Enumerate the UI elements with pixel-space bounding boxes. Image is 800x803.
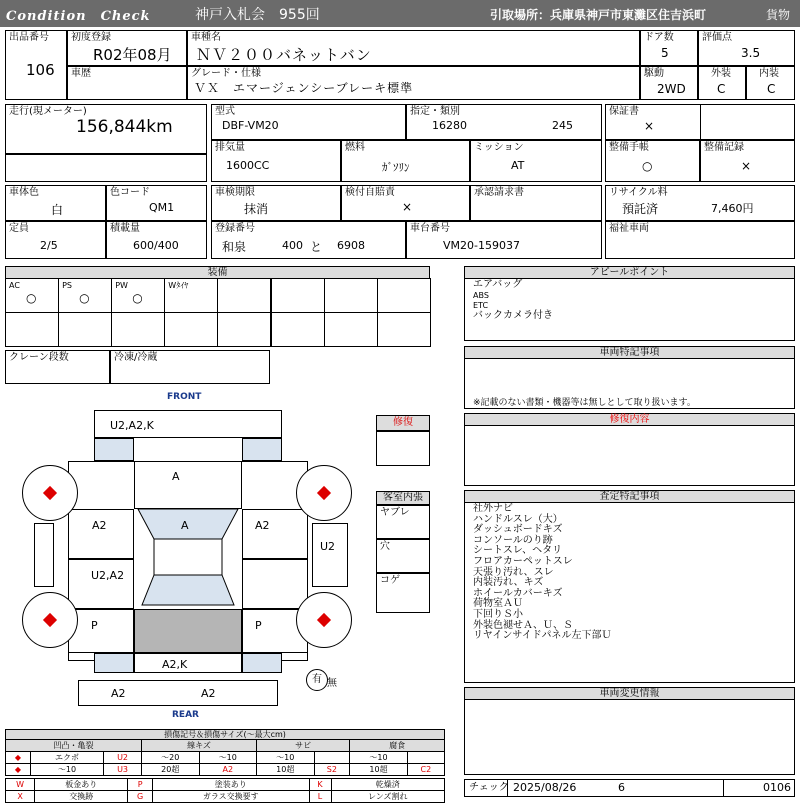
manual-cell [605,140,700,182]
front-right-corner [242,438,282,461]
plate-kana: と [310,240,323,254]
rear-right-corner [242,653,282,673]
legend-mark: ◆ [6,752,31,764]
interior-cell [746,66,795,100]
legend-r2-c7: 10超 [350,764,408,776]
legend-group-3: サビ [257,740,350,752]
chassis-label: 車台番号 [410,223,450,234]
spare-tire: 有 [306,669,328,691]
check-row [464,779,795,797]
assessment-line: ハンドルスレ（大） [473,513,563,525]
plate-label: 登録番号 [215,223,255,234]
record-value: × [741,159,752,173]
car-name-value: ＮＶ２００バネットバン [196,46,372,64]
equipment-value: ○ [26,291,37,305]
score-value: 3.5 [741,46,761,60]
front-left-corner [94,438,134,461]
roof-rear [134,609,242,653]
check-date: 2025/08/26 [513,781,577,794]
score-label: 評価点 [702,32,732,43]
code-x: X [6,791,35,803]
rear-door[interactable] [134,653,242,673]
form-title: Condition Check [6,9,151,24]
hood[interactable] [134,461,242,509]
doors-cell [640,30,698,66]
exterior-cell [698,66,746,100]
cabin-row-1 [376,505,430,539]
equipment-cell [217,278,271,313]
equipment-cell [5,312,59,347]
repair-title: 修復 [376,415,430,431]
equipment-label: PW [115,281,128,290]
manual-value: ○ [642,159,653,173]
assessment-line: シートスレ、ヘタリ [473,545,563,557]
color-code-value: QM1 [149,201,175,214]
fuel-value: ｶﾞｿﾘﾝ [382,161,410,174]
code-w-desc: 板金あり [35,779,128,791]
equipment-value: ○ [132,291,143,305]
body-color-label: 車体色 [9,187,39,198]
appeal-line-2: ABS [473,291,489,300]
equipment-cell [164,278,218,313]
doors-label: ドア数 [644,32,674,43]
lot-number-cell [5,30,67,100]
code-g-desc: ガラス交換要す [152,791,309,803]
equipment-cell [377,312,431,347]
plate-num-2: 6908 [337,239,365,252]
cabin-hole: 穴 [380,541,390,552]
manual-label: 整備手帳 [609,142,649,153]
tire-front-left[interactable] [22,465,78,521]
load-value: 600/400 [133,239,179,252]
rear-bumper-label-left: A2 [111,687,126,700]
cabin-row-2 [376,539,430,573]
legend-title: 損傷記号＆損傷サイズ(～最大cm) [5,729,445,739]
appeal-line-4: バックカメラ付き [473,310,553,321]
legend-table [5,739,445,776]
special-title: 車両特記事項 [465,347,794,359]
fuel-label: 燃料 [345,142,365,153]
legend-r1-c7: ～10 [257,752,315,764]
inspection-label: 車検期限 [215,187,255,198]
code-l-desc: レンズ割れ [331,791,444,803]
mission-label: ミッション [474,142,524,153]
legend-r2-c4: A2 [199,764,257,776]
assessment-line: 下回りＳ小 [473,609,523,620]
cold-label: 冷凍/冷蔵 [114,352,158,363]
equipment-cell [271,278,325,313]
interior-value: C [767,82,776,96]
cold-cell [110,350,270,384]
tire-front-right[interactable] [296,465,352,521]
code-g: G [128,791,153,803]
pickup-location: 引取場所：兵庫県神戸市東灘区住吉浜町 [490,8,707,22]
right-side-label: U2 [320,540,336,553]
model-cell [211,104,406,140]
appeal-line-3: ETC [473,301,489,310]
equipment-cell [58,312,112,347]
assessment-section [464,490,795,683]
tire-front-right-mark [317,486,331,500]
legend-r2-c2: U3 [104,764,142,776]
crane-label: クレーン段数 [9,352,69,363]
equipment-cell [377,278,431,313]
doors-value: 5 [661,46,669,60]
load-cell [106,221,207,259]
check-divider-2 [723,780,724,796]
liability-value: × [402,200,413,214]
displacement-cell [211,140,341,182]
legend-r1-c8 [314,752,350,764]
crane-cell [5,350,110,384]
special-section [464,346,795,409]
drive-cell [640,66,698,100]
equipment-label: PS [62,281,72,290]
assessment-line: 外装色褪せＡ、Ｕ、Ｓ [473,619,573,631]
code-k: K [309,779,331,791]
first-reg-value: R02年08月 [93,46,172,64]
exterior-label: 外装 [711,68,731,79]
spec-cell [406,104,602,140]
equipment-cell [324,312,378,347]
history-label: 車歴 [71,68,91,79]
grade-value: ＶＸ エマージェンシーブレーキ標準 [194,81,414,95]
header-bar [0,0,800,27]
left-rear-label: P [91,619,98,632]
body-color-cell [5,185,106,221]
lot-label: 出品番号 [9,32,49,43]
left-front-fender[interactable] [68,509,134,559]
rear-bumper[interactable] [78,680,278,706]
front-bumper-label: U2,A2,K [110,419,154,432]
right-front-fender[interactable] [242,509,308,559]
recycle-cell [605,185,795,221]
spec-value-1: 16280 [432,119,467,132]
mission-value: AT [511,159,525,172]
check-num: 6 [618,781,625,794]
assessment-line: 荷物室ＡＵ [473,598,523,610]
equipment-cell [217,312,271,347]
change-section [464,687,795,775]
left-mirror [34,523,54,587]
legend-mark-2: ◆ [6,764,31,776]
legend-r1-c2: U2 [104,752,142,764]
fuel-cell [341,140,470,182]
equipment-cell [164,312,218,347]
liability-label: 検付自賠責 [345,187,395,198]
car-name-label: 車種名 [191,32,221,43]
mission-cell [470,140,602,182]
mileage-label: 走行(現メーター) [9,106,87,117]
repair-box [376,431,430,466]
appeal-section [464,266,795,341]
warranty-cell [605,104,795,140]
capacity-value: 2/5 [40,239,58,252]
spec-label: 指定・類別 [410,106,460,117]
legend-group-2: 線キズ [142,740,257,752]
code-p: P [128,779,153,791]
grade-cell [187,66,640,100]
right-side-panel[interactable] [312,523,348,587]
legend-r2-c5: 10超 [257,764,315,776]
assessment-line: 内装汚れ、キズ [473,577,544,589]
displacement-label: 排気量 [215,142,245,153]
welfare-cell [605,221,795,259]
approval-label: 承認請求書 [474,187,524,198]
car-name-cell [187,30,640,66]
repair-content-title: 修復内容 [465,414,794,426]
load-label: 積載量 [110,223,140,234]
plate-area: 和泉 [222,240,247,254]
check-divider-1 [507,780,508,796]
tire-rear-left[interactable] [22,592,78,648]
warranty-label: 保証書 [609,106,639,117]
legend-r1-c5: ～10 [199,752,257,764]
equipment-cell [58,278,112,313]
rear-left-corner [94,653,134,673]
recycle-value: 7,460円 [711,202,754,215]
equipment-value: ○ [79,291,90,305]
equipment-cell [111,278,165,313]
welfare-label: 福祉車両 [609,223,649,234]
record-label: 整備記録 [704,142,744,153]
liability-cell [341,185,470,221]
plate-cell [211,221,406,259]
code-x-desc: 交換跡 [35,791,128,803]
equipment-label: Wﾀｲﾔ [168,281,189,290]
left-front-label: A2 [92,519,107,532]
history-cell [67,66,187,100]
auction-name: 神戸入札会 955回 [195,7,320,23]
color-code-cell [106,185,207,221]
legend-r2-c1: ～10 [30,764,103,776]
change-title: 車両変更情報 [465,688,794,700]
equipment-cell [324,278,378,313]
repair-content-section [464,413,795,486]
legend-r1-c1: エクボ [30,752,103,764]
assessment-line: 天張り汚れ、スレ [473,566,554,578]
legend-r1-c3: ～20 [142,752,200,764]
first-reg-cell [67,30,187,66]
grade-label: グレード・仕様 [191,68,261,79]
legend-group-4: 腐食 [350,740,445,752]
legend-r1-c9: ～10 [350,752,408,764]
equipment-cell [5,278,59,313]
displacement-value: 1600CC [226,159,270,172]
plate-num-1: 400 [282,239,303,252]
capacity-cell [5,221,106,259]
code-k-desc: 乾燥済 [331,779,444,791]
drive-label: 駆動 [644,68,664,79]
mileage-value: 156,844km [76,117,173,137]
spare-tire-absent: 無 [327,678,337,689]
assessment-line: 社外ナビ [473,503,513,514]
chassis-value: VM20-159037 [443,239,520,252]
tire-rear-right-mark [317,613,331,627]
right-rear-door[interactable] [242,559,308,609]
assessment-line: フロアカーペットスレ [473,556,573,567]
left-rear-panel[interactable] [68,609,134,653]
rear-label: REAR [172,710,199,720]
record-cell [700,140,795,182]
left-rear-door[interactable] [68,559,134,609]
hood-label: A [172,470,180,483]
legend-r2-c8: C2 [407,764,444,776]
assessment-line: ホイールカバーキズ [473,587,563,599]
assessment-line: リヤインサイドパネル左下部Ｕ [473,630,612,642]
legend-r2-c3: 20超 [142,764,200,776]
approval-cell [470,185,602,221]
appeal-line-1: エアバッグ [473,279,523,290]
first-reg-label: 初度登録 [71,32,111,43]
legend-r1-c10 [407,752,444,764]
rear-bumper-label-right: A2 [201,687,216,700]
legend-group-1: 凹凸・亀裂 [6,740,142,752]
right-rear-label: P [255,619,262,632]
warranty-divider [700,105,701,139]
code-p-desc: 塗装あり [152,779,309,791]
windshield-label: A [181,519,189,532]
interior-label: 内装 [759,68,779,79]
legend-r2-c6: S2 [314,764,350,776]
inspection-cell [211,185,341,221]
exterior-value: C [717,82,726,96]
equipment-title: 装備 [6,267,429,279]
legend [5,729,445,803]
assessment-line: コンソールのり跡 [473,534,553,546]
mileage-extra-cell [5,154,207,182]
code-w: W [6,779,35,791]
front-label: FRONT [167,392,202,402]
lot-value: 106 [26,61,55,79]
left-rear-door-label: U2,A2 [91,569,125,582]
special-note: ※記載のない書類・機器等は無しとして取り扱います。 [473,398,696,408]
mileage-cell [5,104,207,154]
cabin-title: 客室内張 [376,491,430,505]
vehicle-category: 貨物 [766,8,791,22]
assessment-line: ダッシュボードキズ [473,524,563,536]
assessment-title: 査定特記事項 [465,491,794,503]
equipment-label: AC [9,281,20,290]
recycle-label: リサイクル料 [609,187,668,198]
tire-front-left-mark [43,486,57,500]
inspection-value: 抹消 [244,202,269,216]
warranty-value: × [644,119,655,133]
check-label: チェック [469,782,509,793]
code-l: L [309,791,331,803]
equipment-cell [271,312,325,347]
tire-rear-right[interactable] [296,592,352,648]
appeal-title: アピールポイント [465,267,794,279]
color-code-label: 色コード [110,187,150,198]
chassis-cell [406,221,602,259]
recycle-status: 預託済 [622,202,659,216]
right-front-label: A2 [255,519,270,532]
tire-rear-left-mark [43,613,57,627]
cabin-row-3 [376,573,430,613]
body-color-value: 白 [51,203,64,217]
check-code: 0106 [763,781,791,794]
cabin-tear: ヤブレ [380,507,410,518]
equipment-cell [111,312,165,347]
model-value: DBF-VM20 [222,119,279,132]
cabin-burn: コゲ [380,575,400,586]
drive-value: 2WD [657,82,686,96]
rear-door-label: A2,K [162,658,188,671]
spec-value-2: 245 [552,119,573,132]
capacity-label: 定員 [9,223,29,234]
legend-codes [5,778,445,803]
model-label: 型式 [215,106,235,117]
score-cell [698,30,795,66]
